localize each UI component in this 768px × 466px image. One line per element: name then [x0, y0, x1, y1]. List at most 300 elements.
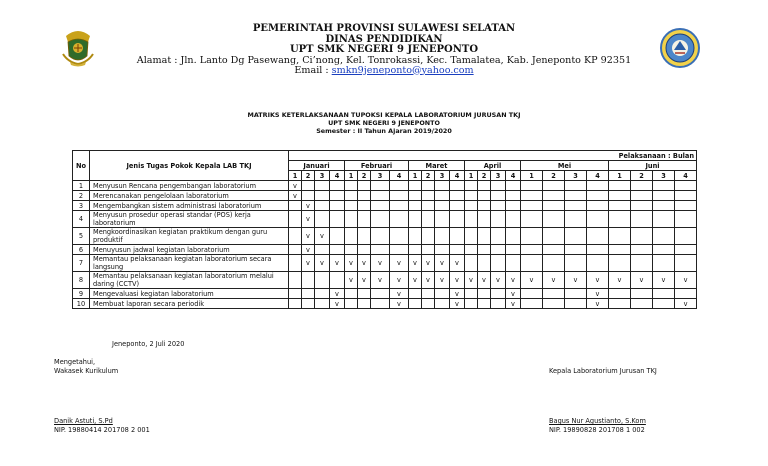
empty-cell — [465, 211, 478, 228]
empty-cell — [491, 289, 506, 299]
empty-cell — [653, 181, 675, 191]
check-mark: v — [675, 299, 697, 309]
header-week: 3 — [653, 171, 675, 181]
row-task: Mengevaluasi kegiatan laboratorium — [90, 289, 289, 299]
header-week: 1 — [465, 171, 478, 181]
header-week: 1 — [521, 171, 543, 181]
empty-cell — [587, 211, 609, 228]
empty-cell — [390, 191, 409, 201]
table-row — [73, 272, 697, 289]
empty-cell — [330, 201, 345, 211]
empty-cell — [435, 299, 450, 309]
empty-cell — [302, 299, 315, 309]
check-mark: v — [450, 299, 465, 309]
empty-cell — [653, 299, 675, 309]
table-row — [73, 181, 697, 191]
empty-cell — [289, 299, 302, 309]
empty-cell — [609, 299, 631, 309]
empty-cell — [565, 289, 587, 299]
empty-cell — [631, 201, 653, 211]
letterhead — [0, 24, 768, 76]
check-mark: v — [587, 299, 609, 309]
empty-cell — [653, 201, 675, 211]
check-mark: v — [491, 272, 506, 289]
empty-cell — [289, 228, 302, 245]
empty-cell — [315, 289, 330, 299]
empty-cell — [465, 289, 478, 299]
empty-cell — [409, 211, 422, 228]
empty-cell — [478, 299, 491, 309]
check-mark: v — [543, 272, 565, 289]
empty-cell — [422, 289, 435, 299]
empty-cell — [345, 181, 358, 191]
empty-cell — [371, 181, 390, 191]
check-mark: v — [390, 272, 409, 289]
table-row — [73, 228, 697, 245]
check-mark: v — [653, 272, 675, 289]
empty-cell — [371, 211, 390, 228]
empty-cell — [330, 181, 345, 191]
empty-cell — [289, 272, 302, 289]
empty-cell — [653, 245, 675, 255]
empty-cell — [315, 181, 330, 191]
empty-cell — [609, 245, 631, 255]
empty-cell — [675, 228, 697, 245]
empty-cell — [345, 201, 358, 211]
header-month: Maret — [409, 161, 465, 171]
empty-cell — [345, 245, 358, 255]
header-week: 3 — [371, 171, 390, 181]
empty-cell — [390, 228, 409, 245]
empty-cell — [609, 181, 631, 191]
check-mark: v — [587, 272, 609, 289]
empty-cell — [330, 245, 345, 255]
row-number: 3 — [73, 201, 90, 211]
empty-cell — [315, 245, 330, 255]
header-task: Jenis Tugas Pokok Kepala LAB TKJ — [90, 151, 289, 181]
check-mark: v — [390, 255, 409, 272]
check-mark: v — [587, 289, 609, 299]
header-week: 2 — [631, 171, 653, 181]
email-link[interactable]: smkn9jeneponto@yahoo.com — [331, 64, 474, 76]
empty-cell — [358, 211, 371, 228]
check-mark: v — [409, 272, 422, 289]
table-row — [73, 245, 697, 255]
empty-cell — [521, 289, 543, 299]
check-mark: v — [435, 272, 450, 289]
empty-cell — [302, 289, 315, 299]
table-row — [73, 299, 697, 309]
empty-cell — [330, 228, 345, 245]
empty-cell — [330, 272, 345, 289]
tupoksi-matrix-table — [72, 150, 697, 309]
letterhead-line-1: PEMERINTAH PROVINSI SULAWESI SELATAN — [252, 23, 516, 34]
empty-cell — [330, 211, 345, 228]
empty-cell — [631, 228, 653, 245]
header-row-pelaksanaan — [73, 151, 697, 161]
row-task: Menyusun prosedur operasi standar (POS) kerja laboratorium — [90, 211, 289, 228]
check-mark: v — [631, 272, 653, 289]
empty-cell — [302, 181, 315, 191]
empty-cell — [506, 181, 521, 191]
empty-cell — [587, 201, 609, 211]
header-week: 4 — [390, 171, 409, 181]
empty-cell — [315, 191, 330, 201]
empty-cell — [465, 191, 478, 201]
row-number: 5 — [73, 228, 90, 245]
empty-cell — [609, 228, 631, 245]
empty-cell — [543, 181, 565, 191]
empty-cell — [521, 255, 543, 272]
table-row — [73, 201, 697, 211]
header-week: 1 — [609, 171, 631, 181]
empty-cell — [371, 201, 390, 211]
empty-cell — [390, 201, 409, 211]
empty-cell — [422, 245, 435, 255]
header-week: 4 — [675, 171, 697, 181]
empty-cell — [450, 191, 465, 201]
empty-cell — [409, 181, 422, 191]
empty-cell — [465, 245, 478, 255]
empty-cell — [653, 289, 675, 299]
empty-cell — [565, 191, 587, 201]
empty-cell — [565, 211, 587, 228]
empty-cell — [358, 181, 371, 191]
row-number: 6 — [73, 245, 90, 255]
empty-cell — [491, 211, 506, 228]
check-mark: v — [371, 255, 390, 272]
check-mark: v — [435, 255, 450, 272]
check-mark: v — [358, 255, 371, 272]
empty-cell — [465, 228, 478, 245]
check-mark: v — [302, 211, 315, 228]
header-week: 3 — [491, 171, 506, 181]
empty-cell — [409, 299, 422, 309]
empty-cell — [491, 191, 506, 201]
empty-cell — [371, 191, 390, 201]
check-mark: v — [521, 272, 543, 289]
left-signatory-role: Wakasek Kurikulum — [54, 367, 119, 375]
empty-cell — [543, 201, 565, 211]
left-signatory-nip: NIP. 19880414 201708 2 001 — [54, 426, 150, 434]
empty-cell — [422, 211, 435, 228]
header-no: No — [73, 151, 90, 181]
empty-cell — [358, 228, 371, 245]
empty-cell — [631, 245, 653, 255]
empty-cell — [521, 191, 543, 201]
empty-cell — [506, 245, 521, 255]
empty-cell — [565, 255, 587, 272]
matrix-title-line-3: Semester : II Tahun Ajaran 2019/2020 — [316, 127, 452, 136]
empty-cell — [631, 211, 653, 228]
empty-cell — [587, 181, 609, 191]
empty-cell — [289, 201, 302, 211]
empty-cell — [478, 255, 491, 272]
check-mark: v — [450, 255, 465, 272]
matrix-title-line-1: MATRIKS KETERLAKSANAAN TUPOKSI KEPALA LABORATORIUM JURUSAN TKJ — [247, 111, 521, 119]
empty-cell — [506, 211, 521, 228]
row-number: 9 — [73, 289, 90, 299]
empty-cell — [653, 211, 675, 228]
check-mark: v — [390, 299, 409, 309]
empty-cell — [631, 255, 653, 272]
row-task: Menyusun Rencana pengembangan laboratorium — [90, 181, 289, 191]
header-month: April — [465, 161, 521, 171]
empty-cell — [478, 245, 491, 255]
empty-cell — [675, 289, 697, 299]
empty-cell — [543, 191, 565, 201]
empty-cell — [465, 201, 478, 211]
empty-cell — [506, 191, 521, 201]
empty-cell — [371, 289, 390, 299]
left-signatory-name: Danik Astuti, S.Pd — [54, 417, 113, 425]
check-mark: v — [358, 272, 371, 289]
empty-cell — [450, 181, 465, 191]
check-mark: v — [315, 228, 330, 245]
check-mark: v — [506, 272, 521, 289]
empty-cell — [543, 255, 565, 272]
empty-cell — [631, 289, 653, 299]
empty-cell — [345, 299, 358, 309]
empty-cell — [371, 228, 390, 245]
check-mark: v — [478, 272, 491, 289]
empty-cell — [315, 201, 330, 211]
row-number: 4 — [73, 211, 90, 228]
empty-cell — [491, 299, 506, 309]
empty-cell — [465, 299, 478, 309]
empty-cell — [565, 181, 587, 191]
row-number: 2 — [73, 191, 90, 201]
empty-cell — [587, 255, 609, 272]
empty-cell — [491, 255, 506, 272]
check-mark: v — [315, 255, 330, 272]
empty-cell — [675, 201, 697, 211]
check-mark: v — [675, 272, 697, 289]
check-mark: v — [330, 289, 345, 299]
header-month: Januari — [289, 161, 345, 171]
empty-cell — [435, 211, 450, 228]
empty-cell — [465, 181, 478, 191]
matrix-title — [0, 111, 768, 136]
empty-cell — [450, 228, 465, 245]
row-task: Mengembangkan sistem administrasi laboratorium — [90, 201, 289, 211]
check-mark: v — [302, 228, 315, 245]
header-month: Februari — [345, 161, 409, 171]
empty-cell — [478, 211, 491, 228]
empty-cell — [543, 245, 565, 255]
empty-cell — [358, 299, 371, 309]
header-pelaksanaan: Pelaksanaan : Bulan — [289, 151, 697, 161]
header-month: Juni — [609, 161, 697, 171]
matrix-title-line-2: UPT SMK NEGERI 9 JENEPONTO — [328, 119, 440, 128]
empty-cell — [565, 228, 587, 245]
empty-cell — [450, 201, 465, 211]
header-week: 2 — [543, 171, 565, 181]
empty-cell — [450, 245, 465, 255]
check-mark: v — [302, 245, 315, 255]
right-signatory-name: Bagus Nur Agustianto, S.Kom — [549, 417, 646, 425]
row-number: 7 — [73, 255, 90, 272]
check-mark: v — [371, 272, 390, 289]
check-mark: v — [345, 272, 358, 289]
empty-cell — [289, 289, 302, 299]
right-signatory-nip: NIP. 19890828 201708 1 002 — [549, 426, 645, 434]
right-signatory-role: Kepala Laboratorium Jurusan TKJ — [549, 367, 657, 375]
empty-cell — [631, 181, 653, 191]
header-month: Mei — [521, 161, 609, 171]
check-mark: v — [390, 289, 409, 299]
empty-cell — [315, 272, 330, 289]
empty-cell — [409, 201, 422, 211]
row-number: 8 — [73, 272, 90, 289]
empty-cell — [675, 245, 697, 255]
header-week: 2 — [302, 171, 315, 181]
empty-cell — [390, 245, 409, 255]
empty-cell — [345, 228, 358, 245]
empty-cell — [587, 228, 609, 245]
header-week: 4 — [450, 171, 465, 181]
empty-cell — [653, 191, 675, 201]
empty-cell — [521, 211, 543, 228]
empty-cell — [315, 299, 330, 309]
empty-cell — [345, 191, 358, 201]
empty-cell — [435, 191, 450, 201]
empty-cell — [409, 289, 422, 299]
empty-cell — [435, 201, 450, 211]
check-mark: v — [409, 255, 422, 272]
empty-cell — [587, 245, 609, 255]
check-mark: v — [450, 289, 465, 299]
empty-cell — [653, 228, 675, 245]
empty-cell — [521, 228, 543, 245]
empty-cell — [521, 245, 543, 255]
empty-cell — [543, 211, 565, 228]
empty-cell — [521, 201, 543, 211]
check-mark: v — [422, 255, 435, 272]
empty-cell — [465, 255, 478, 272]
empty-cell — [609, 191, 631, 201]
empty-cell — [345, 289, 358, 299]
row-task: Mengkoordinasikan kegiatan praktikum dengan guru produktif — [90, 228, 289, 245]
check-mark: v — [465, 272, 478, 289]
header-week: 1 — [289, 171, 302, 181]
header-week: 1 — [345, 171, 358, 181]
empty-cell — [422, 191, 435, 201]
check-mark: v — [345, 255, 358, 272]
letterhead-line-2: DINAS PENDIDIKAN — [325, 33, 443, 45]
empty-cell — [478, 201, 491, 211]
row-task: Memantau pelaksanaan kegiatan laboratorium melalui daring (CCTV) — [90, 272, 289, 289]
letterhead-address: Alamat : Jln. Lanto Dg Pasewang, Ci’nong, Kel. Tonrokassi, Kec. Tamalatea, Kab. Jeneponto KP 92351 — [136, 54, 632, 66]
table-row — [73, 211, 697, 228]
table-row — [73, 255, 697, 272]
row-number: 1 — [73, 181, 90, 191]
empty-cell — [506, 201, 521, 211]
empty-cell — [371, 245, 390, 255]
empty-cell — [409, 245, 422, 255]
check-mark: v — [302, 201, 315, 211]
empty-cell — [675, 211, 697, 228]
table-row — [73, 191, 697, 201]
header-week: 2 — [358, 171, 371, 181]
header-week: 1 — [409, 171, 422, 181]
row-task: Membuat laporan secara periodik — [90, 299, 289, 309]
empty-cell — [390, 211, 409, 228]
empty-cell — [422, 228, 435, 245]
empty-cell — [521, 299, 543, 309]
check-mark: v — [330, 255, 345, 272]
empty-cell — [609, 255, 631, 272]
empty-cell — [506, 255, 521, 272]
empty-cell — [653, 255, 675, 272]
empty-cell — [491, 181, 506, 191]
empty-cell — [289, 245, 302, 255]
empty-cell — [675, 191, 697, 201]
empty-cell — [289, 211, 302, 228]
empty-cell — [587, 191, 609, 201]
header-week: 4 — [330, 171, 345, 181]
empty-cell — [491, 228, 506, 245]
empty-cell — [478, 289, 491, 299]
empty-cell — [371, 299, 390, 309]
row-task: Merencanakan pengelolaan laboratorium — [90, 191, 289, 201]
empty-cell — [315, 211, 330, 228]
empty-cell — [478, 191, 491, 201]
header-week: 3 — [435, 171, 450, 181]
empty-cell — [506, 228, 521, 245]
check-mark: v — [330, 299, 345, 309]
header-week: 2 — [478, 171, 491, 181]
empty-cell — [409, 228, 422, 245]
empty-cell — [609, 289, 631, 299]
empty-cell — [565, 201, 587, 211]
empty-cell — [491, 245, 506, 255]
empty-cell — [609, 211, 631, 228]
empty-cell — [450, 211, 465, 228]
empty-cell — [358, 289, 371, 299]
check-mark: v — [450, 272, 465, 289]
knowing-label: Mengetahui, — [54, 358, 96, 366]
email-label: Email : — [294, 64, 332, 76]
check-mark: v — [302, 255, 315, 272]
letterhead-email-line — [0, 66, 768, 76]
empty-cell — [435, 289, 450, 299]
check-mark: v — [565, 272, 587, 289]
check-mark: v — [506, 299, 521, 309]
empty-cell — [521, 181, 543, 191]
empty-cell — [543, 299, 565, 309]
empty-cell — [609, 201, 631, 211]
header-week: 2 — [422, 171, 435, 181]
header-week: 4 — [506, 171, 521, 181]
empty-cell — [330, 191, 345, 201]
empty-cell — [435, 228, 450, 245]
empty-cell — [422, 201, 435, 211]
empty-cell — [675, 181, 697, 191]
table-row — [73, 289, 697, 299]
check-mark: v — [289, 191, 302, 201]
empty-cell — [422, 181, 435, 191]
empty-cell — [302, 191, 315, 201]
row-task: Memantau pelaksanaan kegiatan laboratorium secara langsung — [90, 255, 289, 272]
row-task: Menuyusun jadwal kegiatan laboratorium — [90, 245, 289, 255]
empty-cell — [543, 289, 565, 299]
check-mark: v — [422, 272, 435, 289]
check-mark: v — [289, 181, 302, 191]
empty-cell — [435, 181, 450, 191]
empty-cell — [565, 245, 587, 255]
empty-cell — [478, 181, 491, 191]
